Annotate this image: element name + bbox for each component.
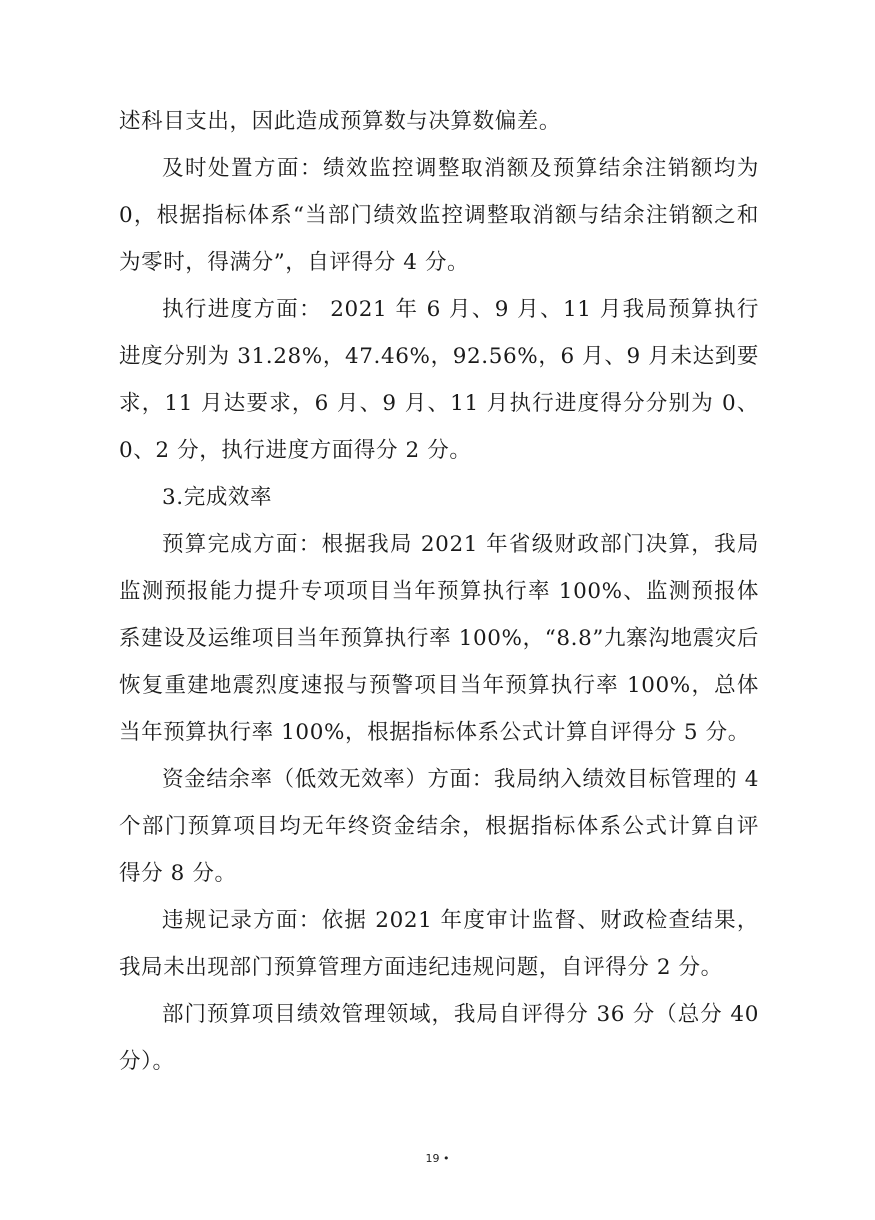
section-heading-completion-efficiency: 3.完成效率: [162, 485, 273, 510]
paragraph-violation-records: 违规记录方面：依据 2021 年度审计监督、财政检查结果，我局未出现部门预算管理方面违纪违规问题，自评得分 2 分。: [119, 908, 759, 980]
paragraph-execution-progress: 执行进度方面： 2021 年 6 月、9 月、11 月我局预算执行进度分别为 31.28%，47.46%，92.56%，6 月、9 月未达到要求，11 月达要求，6 月、9 月、11 月执行进度得分分别为 0、0、2 分，执行进度方面得分 2 分。: [119, 297, 759, 463]
paragraph-budget-completion: 预算完成方面：根据我局 2021 年省级财政部门决算，我局监测预报能力提升专项项目当年预算执行率 100%、监测预报体系建设及运维项目当年预算执行率 100%，“8.8”九寨沟地震灾后恢复重建地震烈度速报与预警项目当年预算执行率 100%，总体当年预算执行率 100%，根据指标体系公式计算自评得分 5 分。: [119, 532, 759, 745]
page-number: 19 •: [425, 1152, 450, 1165]
paragraph-fund-balance-rate: 资金结余率（低效无效率）方面：我局纳入绩效目标管理的 4 个部门预算项目均无年终资金结余，根据指标体系公式计算自评得分 8 分。: [119, 767, 759, 886]
document-body: [119, 98, 759, 1085]
paragraph-continuation: 述科目支出，因此造成预算数与决算数偏差。: [119, 109, 562, 134]
paragraph-timely-disposal: 及时处置方面：绩效监控调整取消额及预算结余注销额均为 0，根据指标体系“当部门绩效监控调整取消额与结余注销额之和为零时，得满分”，自评得分 4 分。: [119, 156, 759, 275]
paragraph-summary-score: 部门预算项目绩效管理领域，我局自评得分 36 分（总分 40 分）。: [119, 1002, 759, 1074]
